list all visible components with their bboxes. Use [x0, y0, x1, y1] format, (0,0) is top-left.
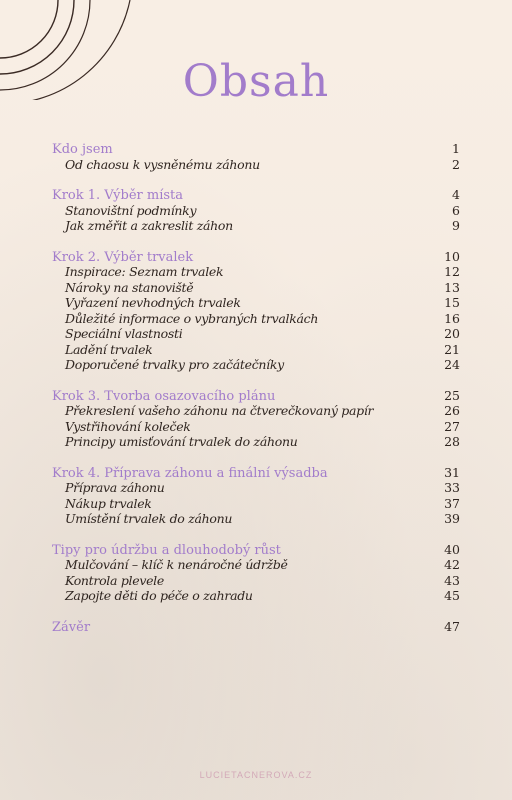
- toc-section: [52, 388, 460, 450]
- toc-section: [52, 249, 460, 373]
- toc-page-number: 25: [444, 387, 460, 403]
- toc-subsection-label: Kontrola plevele: [65, 572, 164, 588]
- toc-page-number: 43: [444, 572, 460, 588]
- toc-page-number: 10: [444, 248, 460, 264]
- toc-chapter-row[interactable]: [52, 249, 460, 265]
- toc-subsection-label: Od chaosu k vysněnému záhonu: [65, 156, 260, 172]
- toc-page-number: 16: [444, 310, 460, 326]
- toc-subsection-row[interactable]: [52, 588, 460, 604]
- toc-page-number: 37: [444, 495, 460, 511]
- toc-subsection-label: Vystřihování koleček: [65, 418, 191, 434]
- toc-chapter-row[interactable]: [52, 388, 460, 404]
- table-of-contents: [52, 141, 460, 649]
- toc-subsection-row[interactable]: [52, 480, 460, 496]
- toc-subsection-row[interactable]: [52, 326, 460, 342]
- toc-chapter-label: Krok 3. Tvorba osazovacího plánu: [52, 388, 276, 404]
- toc-subsection-row[interactable]: [52, 342, 460, 358]
- toc-chapter-row[interactable]: [52, 542, 460, 558]
- toc-subsection-row[interactable]: [52, 357, 460, 373]
- toc-chapter-label: Krok 1. Výběr místa: [52, 188, 183, 203]
- toc-chapter-label: Krok 2. Výběr trvalek: [52, 249, 194, 265]
- toc-subsection-row[interactable]: [52, 218, 460, 234]
- toc-section: [52, 465, 460, 527]
- toc-subsection-label: Umístění trvalek do záhonu: [65, 511, 233, 526]
- toc-page-number: 9: [452, 218, 460, 233]
- toc-page-number: 13: [444, 279, 460, 295]
- toc-subsection-label: Nároky na stanoviště: [65, 279, 194, 295]
- toc-subsection-label: Speciální vlastnosti: [65, 326, 183, 341]
- toc-chapter-label: Krok 4. Příprava záhonu a finální výsadba: [52, 465, 328, 481]
- toc-subsection-row[interactable]: [52, 203, 460, 219]
- toc-chapter-row[interactable]: [52, 465, 460, 481]
- toc-section: [52, 141, 460, 172]
- toc-subsection-row[interactable]: [52, 157, 460, 173]
- toc-page-number: 26: [444, 403, 460, 418]
- toc-page-number: 6: [452, 202, 460, 218]
- toc-page-number: 20: [444, 326, 460, 341]
- toc-page-number: 40: [444, 541, 460, 557]
- toc-chapter-label: Kdo jsem: [52, 142, 113, 157]
- toc-chapter-row[interactable]: [52, 619, 460, 635]
- toc-subsection-label: Doporučené trvalky pro začátečníky: [65, 357, 284, 372]
- toc-subsection-row[interactable]: [52, 264, 460, 280]
- toc-subsection-row[interactable]: [52, 496, 460, 512]
- toc-subsection-label: Překreslení vašeho záhonu na čtverečkovaný papír: [65, 403, 374, 418]
- toc-subsection-row[interactable]: [52, 511, 460, 527]
- toc-page-number: 2: [452, 156, 460, 172]
- toc-page-number: 33: [444, 480, 460, 495]
- page-title: Obsah: [182, 56, 330, 107]
- toc-section: [52, 187, 460, 234]
- toc-chapter-label: Závěr: [52, 619, 91, 635]
- toc-page-number: 39: [444, 511, 460, 526]
- footer-website[interactable]: LUCIETACNEROVA.CZ: [199, 770, 313, 780]
- toc-subsection-label: Nákup trvalek: [65, 495, 152, 511]
- toc-subsection-label: Zapojte děti do péče o zahradu: [65, 588, 253, 603]
- toc-subsection-label: Principy umisťování trvalek do záhonu: [65, 434, 298, 449]
- toc-subsection-row[interactable]: [52, 311, 460, 327]
- toc-subsection-row[interactable]: [52, 403, 460, 419]
- toc-section: [52, 619, 460, 635]
- toc-page-number: 28: [444, 434, 460, 449]
- toc-page-number: 45: [444, 588, 460, 603]
- toc-subsection-label: Ladění trvalek: [65, 341, 153, 357]
- toc-page-number: 31: [444, 464, 460, 480]
- toc-section: [52, 542, 460, 604]
- toc-chapter-row[interactable]: [52, 187, 460, 203]
- toc-page-number: 47: [444, 618, 460, 634]
- toc-page-number: 4: [452, 187, 460, 202]
- toc-page-number: 15: [444, 295, 460, 310]
- toc-subsection-label: Stanovištní podmínky: [65, 202, 197, 218]
- toc-subsection-label: Důležité informace o vybraných trvalkách: [65, 310, 319, 326]
- toc-page-number: 21: [444, 341, 460, 357]
- toc-page-number: 42: [444, 557, 460, 572]
- toc-page-number: 24: [444, 357, 460, 372]
- toc-subsection-row[interactable]: [52, 573, 460, 589]
- toc-subsection-row[interactable]: [52, 280, 460, 296]
- toc-page-number: 12: [444, 264, 460, 279]
- toc-page-number: 1: [452, 141, 460, 156]
- toc-subsection-row[interactable]: [52, 419, 460, 435]
- toc-subsection-label: Jak změřit a zakreslit záhon: [65, 218, 233, 233]
- toc-chapter-label: Tipy pro údržbu a dlouhodobý růst: [52, 542, 281, 558]
- toc-subsection-label: Inspirace: Seznam trvalek: [65, 264, 224, 279]
- toc-subsection-row[interactable]: [52, 557, 460, 573]
- toc-subsection-label: Mulčování – klíč k nenáročné údržbě: [65, 557, 288, 572]
- toc-subsection-label: Příprava záhonu: [65, 480, 165, 495]
- toc-chapter-row[interactable]: [52, 141, 460, 157]
- toc-subsection-label: Vyřazení nevhodných trvalek: [65, 295, 241, 310]
- toc-subsection-row[interactable]: [52, 295, 460, 311]
- toc-page-number: 27: [444, 418, 460, 434]
- toc-subsection-row[interactable]: [52, 434, 460, 450]
